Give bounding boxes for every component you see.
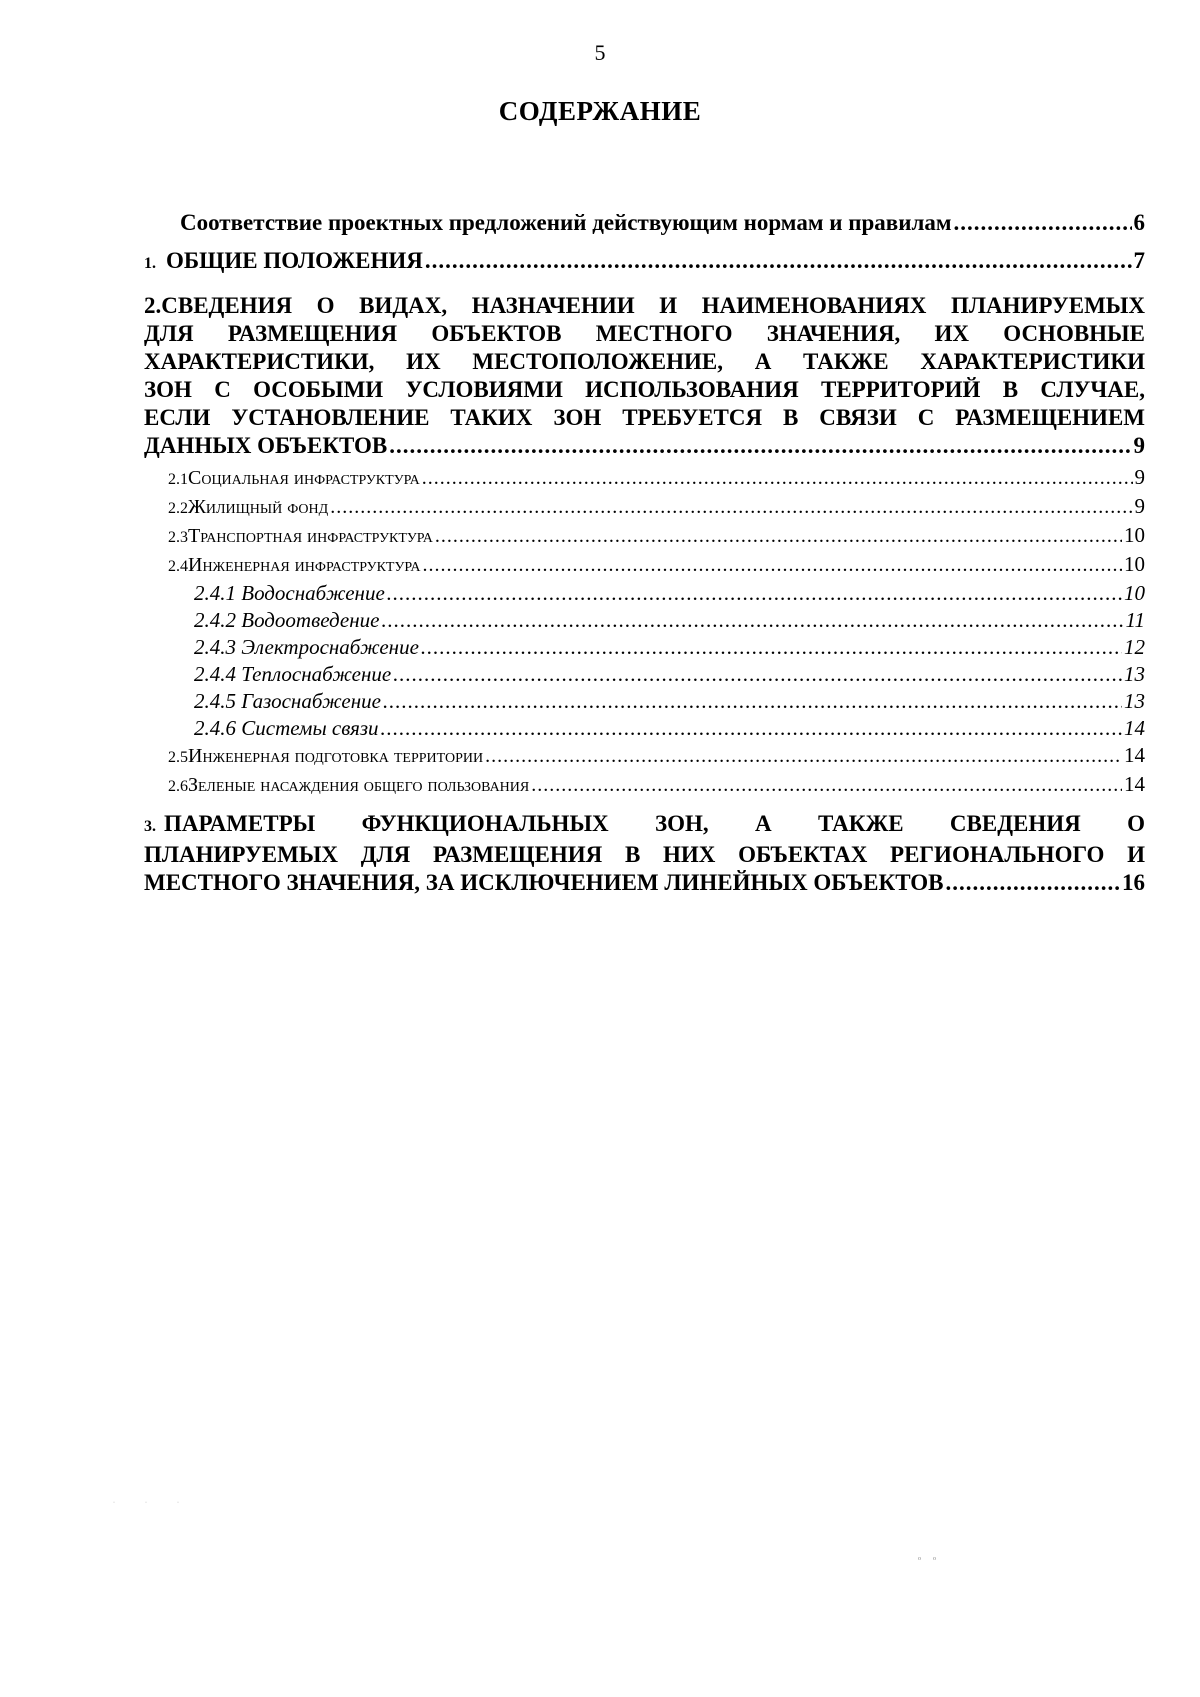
toc-entry-2-4-1[interactable]	[144, 580, 1145, 607]
toc-entry-line: МЕСТНОГО ЗНАЧЕНИЯ, ЗА ИСКЛЮЧЕНИЕМ ЛИНЕЙНЫХ ОБЪЕКТОВ ..... 16	[144, 869, 1145, 897]
toc-entry-number: 1.	[144, 255, 156, 272]
page-number: 5	[594, 40, 606, 65]
dot-leader	[954, 209, 1132, 237]
toc-entry-line: ЗОН С ОСОБЫМИ УСЛОВИЯМИ ИСПОЛЬЗОВАНИЯ ТЕРРИТОРИЙ В СЛУЧАЕ,	[144, 377, 1145, 402]
scan-speck: o o	[918, 1556, 936, 1562]
page-title: СОДЕРЖАНИЕ	[498, 96, 702, 126]
dot-leader	[421, 634, 1122, 661]
toc-entry-line: 2.СВЕДЕНИЯ О ВИДАХ, НАЗНАЧЕНИИ И НАИМЕНОВАНИЯХ ПЛАНИРУЕМЫХ	[144, 293, 1145, 318]
toc-entry-label: ОБЩИЕ ПОЛОЖЕНИЯ	[166, 248, 423, 273]
toc-entry-page: 14	[1124, 716, 1145, 740]
toc-entry-2-5[interactable]	[144, 742, 1145, 771]
toc-entry-page: 9	[1134, 465, 1145, 489]
toc-entry-label: 2.4.1 Водоснабжение	[194, 581, 385, 605]
toc-entry-label: Инженерная подготовка территории	[188, 745, 484, 767]
toc-entry-page: 6	[1133, 210, 1145, 235]
toc-entry-number: 2.3	[168, 529, 188, 546]
toc-entry-2-4-3[interactable]	[144, 634, 1145, 661]
toc-entry-line: ПЛАНИРУЕМЫХ ДЛЯ РАЗМЕЩЕНИЯ В НИХ ОБЪЕКТАХ РЕГИОНАЛЬНОГО И	[144, 842, 1145, 867]
toc-entry-page: 10	[1124, 581, 1145, 605]
toc-entry-label: Транспортная инфраструктура	[188, 525, 433, 547]
toc-entry-section-3[interactable]	[144, 810, 1145, 897]
toc-entry-2-1[interactable]	[144, 464, 1145, 493]
toc-entry-section-1[interactable]	[144, 247, 1145, 278]
dot-leader	[381, 715, 1122, 742]
dot-leader	[531, 772, 1122, 799]
dot-leader	[389, 432, 1131, 460]
table-of-contents	[144, 209, 1145, 897]
toc-entry-label: Инженерная инфраструктура	[188, 554, 421, 576]
toc-entry-number: 2.5	[168, 749, 188, 766]
toc-entry-number: 2.1	[168, 471, 188, 488]
toc-entry-2-2[interactable]	[144, 493, 1145, 522]
dot-leader	[422, 465, 1133, 492]
toc-entry-2-6[interactable]	[144, 771, 1145, 800]
toc-entry-label: 2.4.2 Водоотведение	[194, 608, 380, 632]
toc-entry-page: 12	[1124, 635, 1145, 659]
toc-entry-line: ЕСЛИ УСТАНОВЛЕНИЕ ТАКИХ ЗОН ТРЕБУЕТСЯ В СВЯЗИ С РАЗМЕЩЕНИЕМ	[144, 405, 1145, 430]
toc-entry-2-4-6[interactable]	[144, 715, 1145, 742]
toc-entry-page: 13	[1124, 689, 1145, 713]
toc-entry-page: 10	[1124, 523, 1145, 547]
toc-entry-2-4-5[interactable]	[144, 688, 1145, 715]
toc-entry-line: ХАРАКТЕРИСТИКИ, ИХ МЕСТОПОЛОЖЕНИЕ, А ТАКЖЕ ХАРАКТЕРИСТИКИ	[144, 349, 1145, 374]
toc-entry-label: 2.4.6 Системы связи	[194, 716, 379, 740]
toc-entry-number: 2.2	[168, 500, 188, 517]
toc-entry-label: 2.4.5 Газоснабжение	[194, 689, 381, 713]
dot-leader	[330, 494, 1132, 521]
toc-entry-page: 14	[1124, 743, 1145, 767]
dot-leader	[945, 869, 1120, 897]
toc-entry-2-4-4[interactable]	[144, 661, 1145, 688]
toc-entry-number: 2.	[144, 293, 162, 318]
toc-entry-page: 16	[1122, 870, 1145, 895]
dot-leader	[381, 607, 1123, 634]
toc-entry-page: 7	[1133, 248, 1145, 273]
toc-entry-section-2[interactable]	[144, 292, 1145, 460]
toc-entry-page: 14	[1124, 772, 1145, 796]
toc-entry-page: 9	[1133, 433, 1145, 458]
toc-entry-page: 9	[1134, 494, 1145, 518]
dot-leader	[393, 661, 1122, 688]
dot-leader	[485, 743, 1122, 770]
toc-entry-2-4-2[interactable]	[144, 607, 1145, 634]
toc-entry-label: 2.4.3 Электроснабжение	[194, 635, 419, 659]
toc-entry-label: 2.4.4 Теплоснабжение	[194, 662, 392, 686]
dot-leader	[425, 247, 1132, 275]
toc-entry-number: 2.4	[168, 558, 188, 575]
toc-entry-label: Социальная инфраструктура	[188, 467, 420, 489]
toc-entry-intro[interactable]	[144, 209, 1145, 237]
toc-entry-line: 3. ПАРАМЕТРЫ ФУНКЦИОНАЛЬНЫХ ЗОН, А ТАКЖЕ СВЕДЕНИЯ О	[144, 811, 1145, 836]
toc-entry-number: 3.	[144, 818, 156, 835]
toc-entry-line: ДАННЫХ ОБЪЕКТОВ ..... 9	[144, 432, 1145, 460]
toc-entry-2-3[interactable]	[144, 522, 1145, 551]
toc-entry-label: Соответствие проектных предложений действующим нормам и правилам	[180, 210, 952, 235]
toc-entry-label: Зеленые насаждения общего пользования	[188, 774, 530, 796]
toc-entry-number: 2.6	[168, 778, 188, 795]
dot-leader	[387, 580, 1122, 607]
scan-speck: · · ·	[113, 1500, 179, 1506]
toc-entry-page: 10	[1124, 552, 1145, 576]
toc-entry-page: 13	[1124, 662, 1145, 686]
toc-entry-line: ДЛЯ РАЗМЕЩЕНИЯ ОБЪЕКТОВ МЕСТНОГО ЗНАЧЕНИЯ, ИХ ОСНОВНЫЕ	[144, 321, 1145, 346]
toc-entry-label: Жилищный фонд	[188, 496, 329, 518]
toc-entry-page: 11	[1125, 608, 1145, 632]
dot-leader	[423, 552, 1123, 579]
dot-leader	[435, 523, 1122, 550]
toc-entry-2-4[interactable]	[144, 551, 1145, 580]
dot-leader	[383, 688, 1122, 715]
